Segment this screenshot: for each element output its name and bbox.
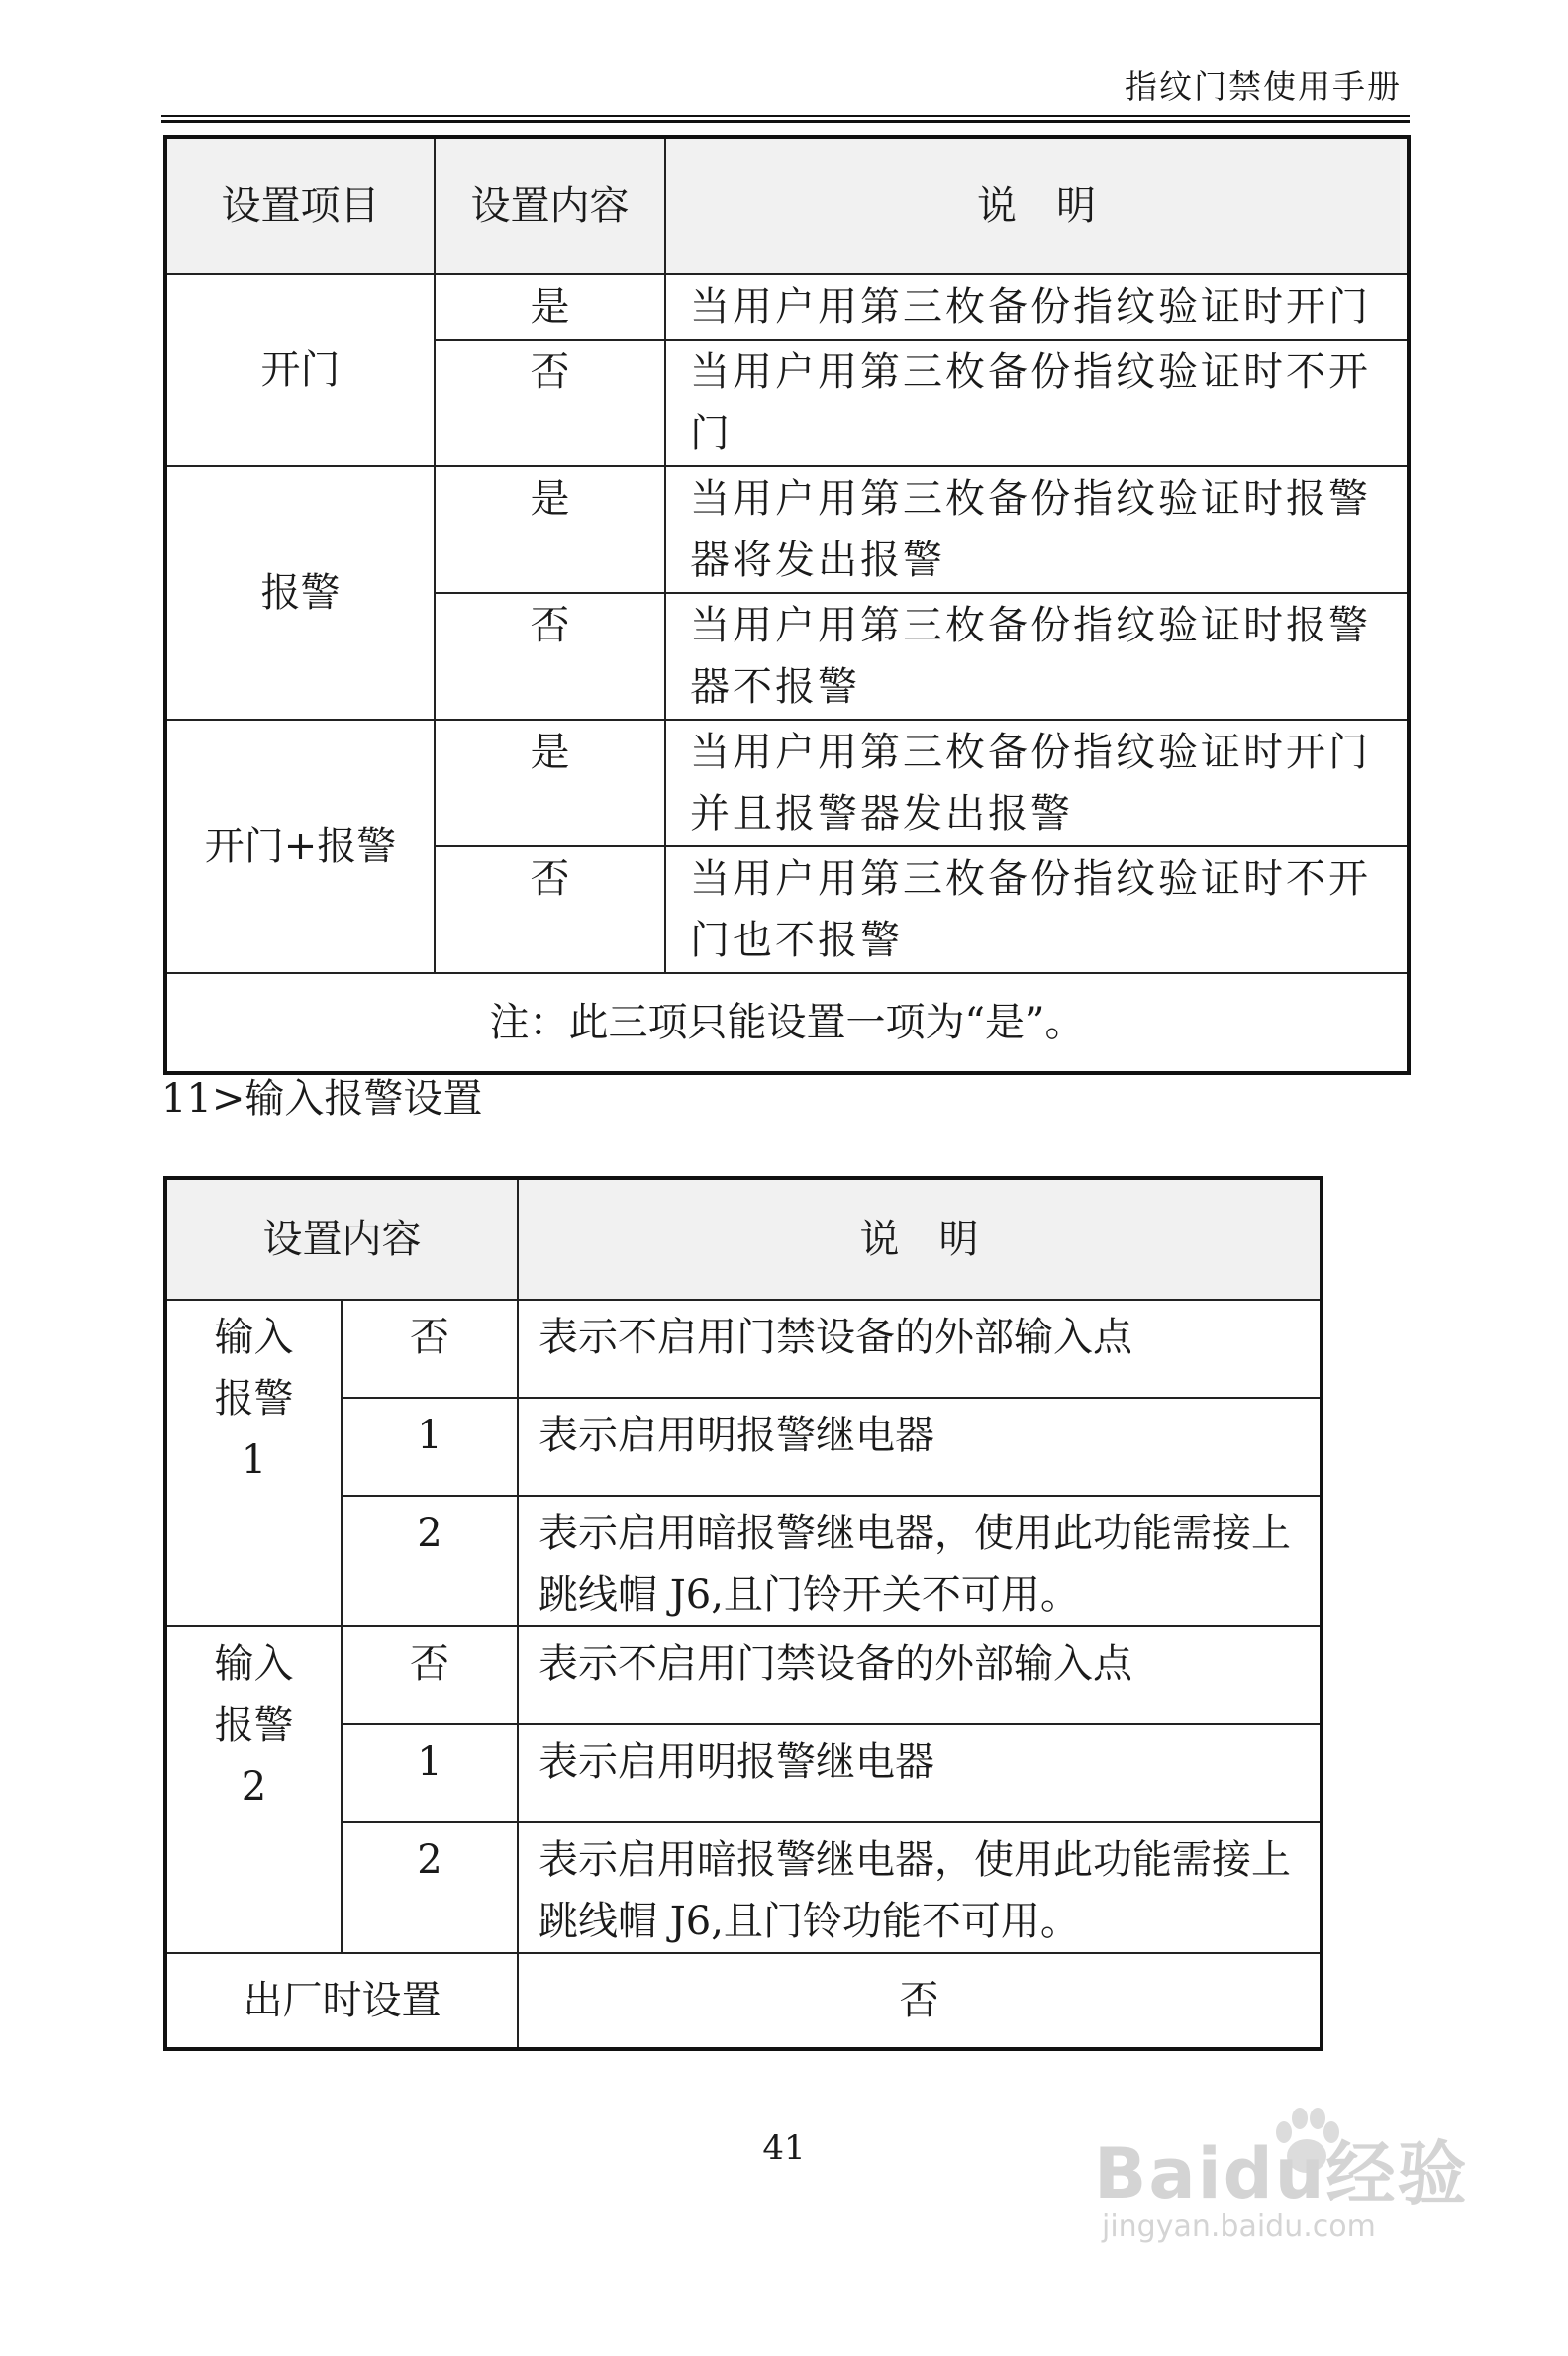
watermark-url: jingyan.baidu.com	[1102, 2209, 1376, 2244]
item-cell: 报警	[165, 466, 435, 720]
item-cell: 开门	[165, 274, 435, 466]
table-row	[165, 1300, 1322, 1398]
desc-cell: 表示不启用门禁设备的外部输入点	[518, 1300, 1322, 1398]
col-header-desc: 说 明	[518, 1178, 1322, 1300]
factory-row	[165, 1953, 1322, 2049]
desc-cell: 表示启用暗报警继电器，使用此功能需接上跳线帽 J6,且门铃开关不可用。	[518, 1496, 1322, 1626]
watermark	[1094, 2099, 1510, 2267]
option-cell: 2	[342, 1822, 518, 1953]
option-cell: 1	[342, 1398, 518, 1496]
desc-cell: 当用户用第三枚备份指纹验证时报警器不报警	[665, 593, 1409, 720]
note-row	[165, 973, 1409, 1073]
col-header-desc: 说 明	[665, 137, 1409, 274]
option-cell: 是	[435, 720, 665, 846]
option-cell: 否	[435, 593, 665, 720]
option-cell: 是	[435, 274, 665, 340]
factory-label: 出厂时设置	[165, 1953, 518, 2049]
option-cell: 否	[435, 846, 665, 973]
table-header-row	[165, 137, 1409, 274]
label-line: 报警	[214, 1376, 294, 1422]
table-note: 注：此三项只能设置一项为“是”。	[165, 973, 1409, 1073]
page-number: 41	[762, 2128, 806, 2168]
label-line: 报警	[214, 1703, 294, 1748]
input-alarm-label	[165, 1300, 342, 1626]
desc-cell: 当用户用第三枚备份指纹验证时不开门	[665, 340, 1409, 466]
desc-cell: 表示启用明报警继电器	[518, 1724, 1322, 1822]
option-cell: 否	[435, 340, 665, 466]
desc-cell: 当用户用第三枚备份指纹验证时开门并且报警器发出报警	[665, 720, 1409, 846]
desc-cell: 表示启用明报警继电器	[518, 1398, 1322, 1496]
option-cell: 否	[342, 1300, 518, 1398]
option-cell: 2	[342, 1496, 518, 1626]
col-header-item: 设置项目	[165, 137, 435, 274]
desc-cell: 当用户用第三枚备份指纹验证时报警器将发出报警	[665, 466, 1409, 593]
item-cell: 开门+报警	[165, 720, 435, 973]
desc-cell: 当用户用第三枚备份指纹验证时开门	[665, 274, 1409, 340]
label-line: 1	[241, 1437, 267, 1483]
settings-table-1	[163, 135, 1411, 1075]
settings-table-2	[163, 1176, 1323, 2051]
option-cell: 否	[342, 1626, 518, 1724]
col-header-content: 设置内容	[165, 1178, 518, 1300]
input-alarm-label	[165, 1626, 342, 1953]
table-header-row	[165, 1178, 1322, 1300]
factory-value: 否	[518, 1953, 1322, 2049]
table-row	[165, 1626, 1322, 1724]
option-cell: 1	[342, 1724, 518, 1822]
section-label: 11>输入报警设置	[161, 1076, 483, 1122]
label-line: 2	[241, 1764, 267, 1810]
col-header-content: 设置内容	[435, 137, 665, 274]
desc-cell: 表示启用暗报警继电器，使用此功能需接上跳线帽 J6,且门铃功能不可用。	[518, 1822, 1322, 1953]
label-line: 输入	[214, 1641, 294, 1687]
header-rule	[161, 115, 1410, 123]
table-row	[165, 274, 1409, 340]
table-row	[165, 720, 1409, 846]
desc-cell: 当用户用第三枚备份指纹验证时不开门也不报警	[665, 846, 1409, 973]
desc-cell: 表示不启用门禁设备的外部输入点	[518, 1626, 1322, 1724]
watermark-logo: Baidu经验	[1094, 2133, 1469, 2214]
option-cell: 是	[435, 466, 665, 593]
label-line: 输入	[214, 1315, 294, 1360]
header-title: 指纹门禁使用手册	[1125, 67, 1402, 106]
table-row	[165, 466, 1409, 593]
